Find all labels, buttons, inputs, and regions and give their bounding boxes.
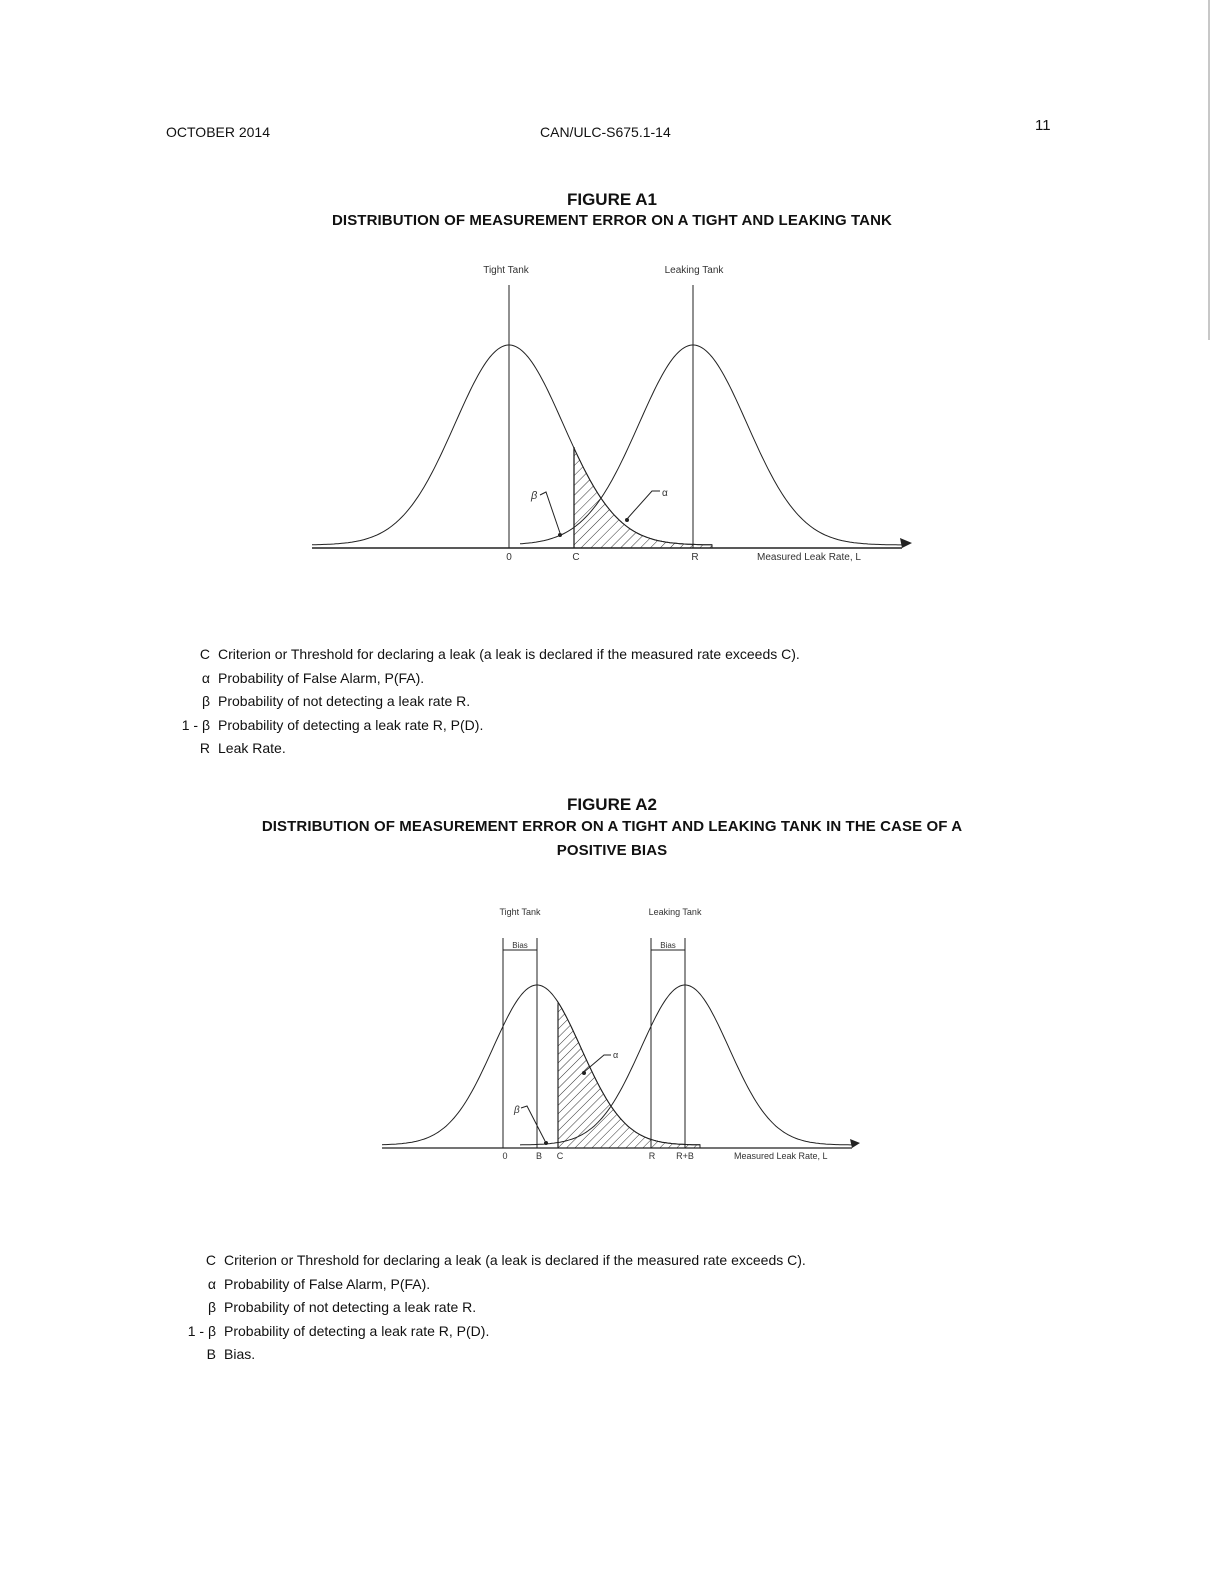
a1-alpha-label: α [662,488,668,499]
legend-symbol: C [199,646,210,662]
a2-axis-label: Measured Leak Rate, L [734,1151,828,1161]
header-date: OCTOBER 2014 [166,124,271,140]
a2-bias-label-left: Bias [512,941,528,950]
legend-text: Probability of not detecting a leak rate R. [224,1299,477,1315]
figure-a2-diagram [382,907,860,1161]
figure-a2-title-line2: POSITIVE BIAS [556,842,668,859]
a1-alpha-leader [627,491,660,519]
a1-tight-curve [312,345,712,545]
page-number: 11 [1035,117,1051,134]
a1-tick-r: R [691,552,699,563]
legend-text: Bias. [224,1346,256,1362]
legend-symbol: B [206,1346,216,1362]
a1-alpha-dot [625,518,629,522]
legend-symbol: R [199,740,210,756]
legend-symbol: 1 - β [187,1322,216,1339]
a1-beta-leader [540,492,560,533]
a2-tight-label: Tight Tank [499,907,541,917]
figure-a1-diagram [312,265,912,563]
figure-a2-title-line1: DISTRIBUTION OF MEASUREMENT ERROR ON A TIGHT AND LEAKING TANK IN THE CASE OF A [261,818,963,835]
legend-text: Probability of False Alarm, P(FA). [224,1275,431,1292]
legend-symbol: 1 - β [181,716,210,733]
a2-bias-label-right: Bias [660,941,676,950]
a1-tight-label: Tight Tank [483,265,529,276]
figure-a1-number: FIGURE A1 [566,190,658,209]
a2-tick-r: R [648,1151,656,1161]
a2-alpha-label: α [613,1050,619,1060]
legend-text: Probability of False Alarm, P(FA). [218,669,425,686]
a2-leaking-label: Leaking Tank [648,907,702,917]
a2-tick-b: B [535,1151,543,1161]
a2-beta-leader [521,1106,545,1141]
a1-axis-label: Measured Leak Rate, L [757,552,861,563]
legend-text: Probability of detecting a leak rate R, P(D). [218,716,484,733]
legend-text: Leak Rate. [218,740,286,756]
legend-text: Probability of not detecting a leak rate R. [218,693,471,709]
figure-a1-title: DISTRIBUTION OF MEASUREMENT ERROR ON A TIGHT AND LEAKING TANK [332,212,892,229]
a2-tick-rb: R+B [676,1151,694,1161]
legend-symbol: β [201,693,210,709]
legend-symbol: α [201,669,210,686]
legend-text: Criterion or Threshold for declaring a leak (a leak is declared if the measured rate exceeds C). [218,646,800,662]
a1-beta-label: β [531,490,538,502]
figure-a2-number: FIGURE A2 [566,795,658,814]
legend-symbol: α [207,1275,216,1292]
a1-axis-arrow [900,538,912,548]
legend-text: Criterion or Threshold for declaring a leak (a leak is declared if the measured rate exceeds C). [224,1252,806,1268]
a2-tick-0: 0 [502,1151,508,1161]
a1-alpha-region [574,448,712,548]
a1-tick-0: 0 [506,552,512,563]
a1-beta-dot [558,533,562,537]
legend-symbol: C [205,1252,216,1268]
legend-text: Probability of detecting a leak rate R, P(D). [224,1322,490,1339]
a1-tick-c: C [572,552,580,563]
a2-axis-arrow [850,1139,860,1148]
a2-alpha-dot [582,1071,586,1075]
a2-beta-dot [544,1141,548,1145]
a2-alpha-region [558,1002,700,1148]
header-doc-id: CAN/ULC-S675.1-14 [540,124,671,140]
legend-symbol: β [207,1299,216,1315]
a2-tick-c: C [556,1151,564,1161]
a1-leaking-label: Leaking Tank [664,265,724,276]
a2-tight-curve [382,985,700,1145]
a2-beta-label: β [514,1105,520,1116]
